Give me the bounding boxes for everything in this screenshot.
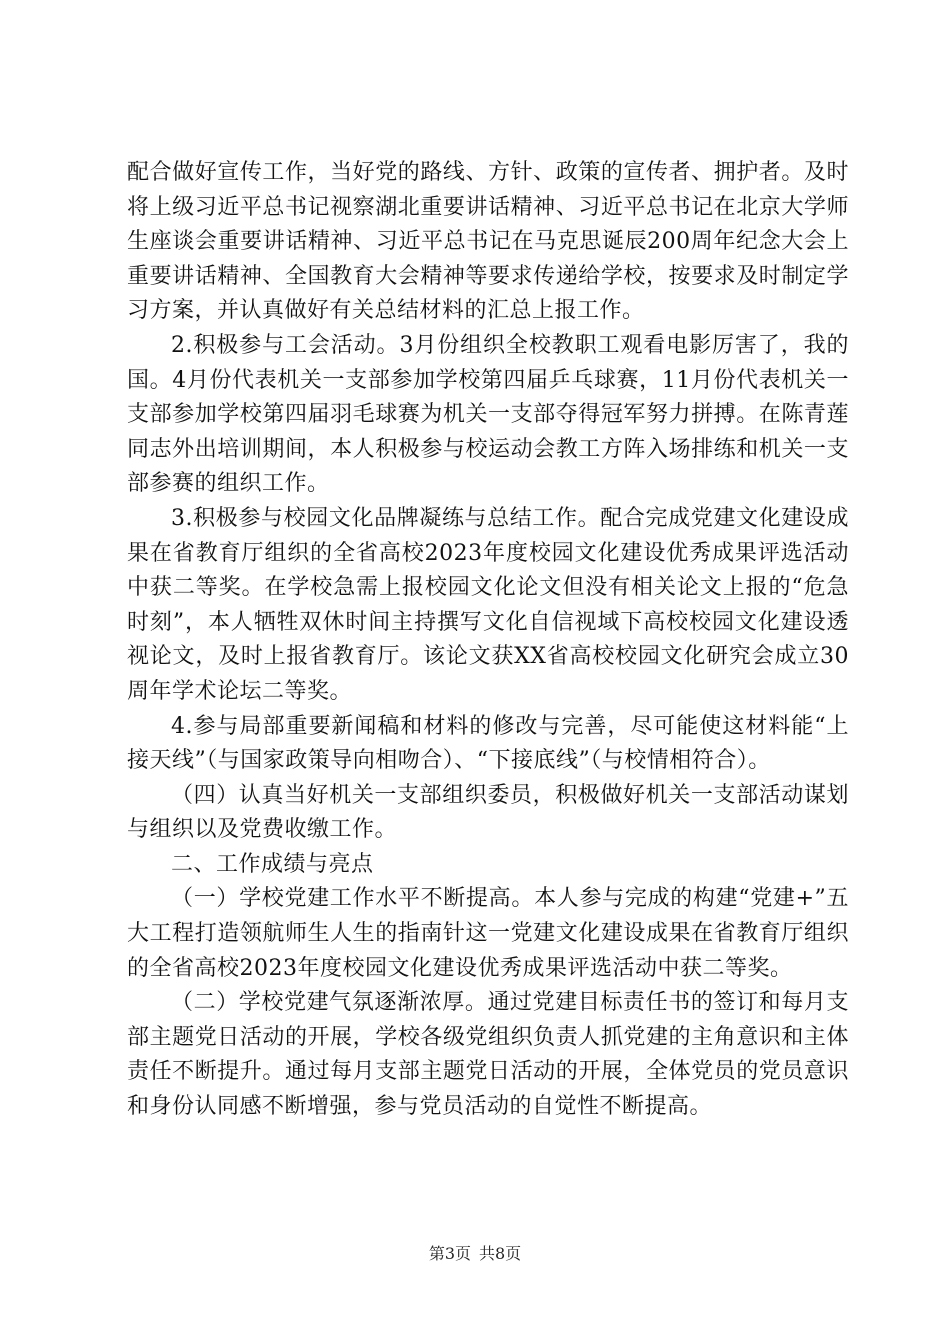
page-number: 第3页 xyxy=(428,1244,471,1263)
document-body xyxy=(127,156,849,1125)
paragraph-organization-committee: （四）认真当好机关一支部组织委员，积极做好机关一支部活动谋划与组织以及党费收缴工作。 xyxy=(127,782,849,843)
paragraph-party-building-level: （一）学校党建工作水平不断提高。本人参与完成的构建“党建+”五大工程打造领航师生人生的指南针这一党建文化建设成果在省教育厅组织的全省高校2023年度校园文化建设优秀成果评选活动中获二等奖。 xyxy=(127,886,849,981)
page-footer xyxy=(0,1243,950,1265)
paragraph-news-materials: 4.参与局部重要新闻稿和材料的修改与完善，尽可能使这材料能“上接天线”（与国家政策导向相吻合）、“下接底线”（与校情相符合）。 xyxy=(127,713,849,774)
paragraph-party-building-atmosphere: （二）学校党建气氛逐渐浓厚。通过党建目标责任书的签订和每月支部主题党日活动的开展，学校各级党组织负责人抓党建的主角意识和主体责任不断提升。通过每月支部主题党日活动的开展，全体党员的党员意识和身份认同感不断增强，参与党员活动的自觉性不断提高。 xyxy=(127,990,849,1120)
paragraph-campus-culture: 3.积极参与校园文化品牌凝练与总结工作。配合完成党建文化建设成果在省教育厅组织的全省高校2023年度校园文化建设优秀成果评选活动中获二等奖。在学校急需上报校园文化论文但没有相关论文上报的“危急时刻”，本人牺牲双休时间主持撰写文化自信视域下高校校园文化建设透视论文，及时上报省教育厅。该论文获XX省高校校园文化研究会成立30周年学术论坛二等奖。 xyxy=(127,505,849,704)
paragraph-union-activities: 2.积极参与工会活动。3月份组织全校教职工观看电影厉害了，我的国。4月份代表机关一支部参加学校第四届乒乓球赛，11月份代表机关一支部参加学校第四届羽毛球赛为机关一支部夺得冠军努力拼搏。在陈青莲同志外出培训期间，本人积极参与校运动会教工方阵入场排练和机关一支部参赛的组织工作。 xyxy=(127,332,849,497)
paragraph-continuation: 配合做好宣传工作，当好党的路线、方针、政策的宣传者、拥护者。及时将上级习近平总书记视察湖北重要讲话精神、习近平总书记在北京大学师生座谈会重要讲话精神、习近平总书记在马克思诞辰200周年纪念大会上重要讲话精神、全国教育大会精神等要求传递给学校，按要求及时制定学习方案，并认真做好有关总结材料的汇总上报工作。 xyxy=(127,160,849,324)
section-heading-achievements: 二、工作成绩与亮点 xyxy=(171,851,374,877)
page-total: 共8页 xyxy=(479,1244,522,1263)
